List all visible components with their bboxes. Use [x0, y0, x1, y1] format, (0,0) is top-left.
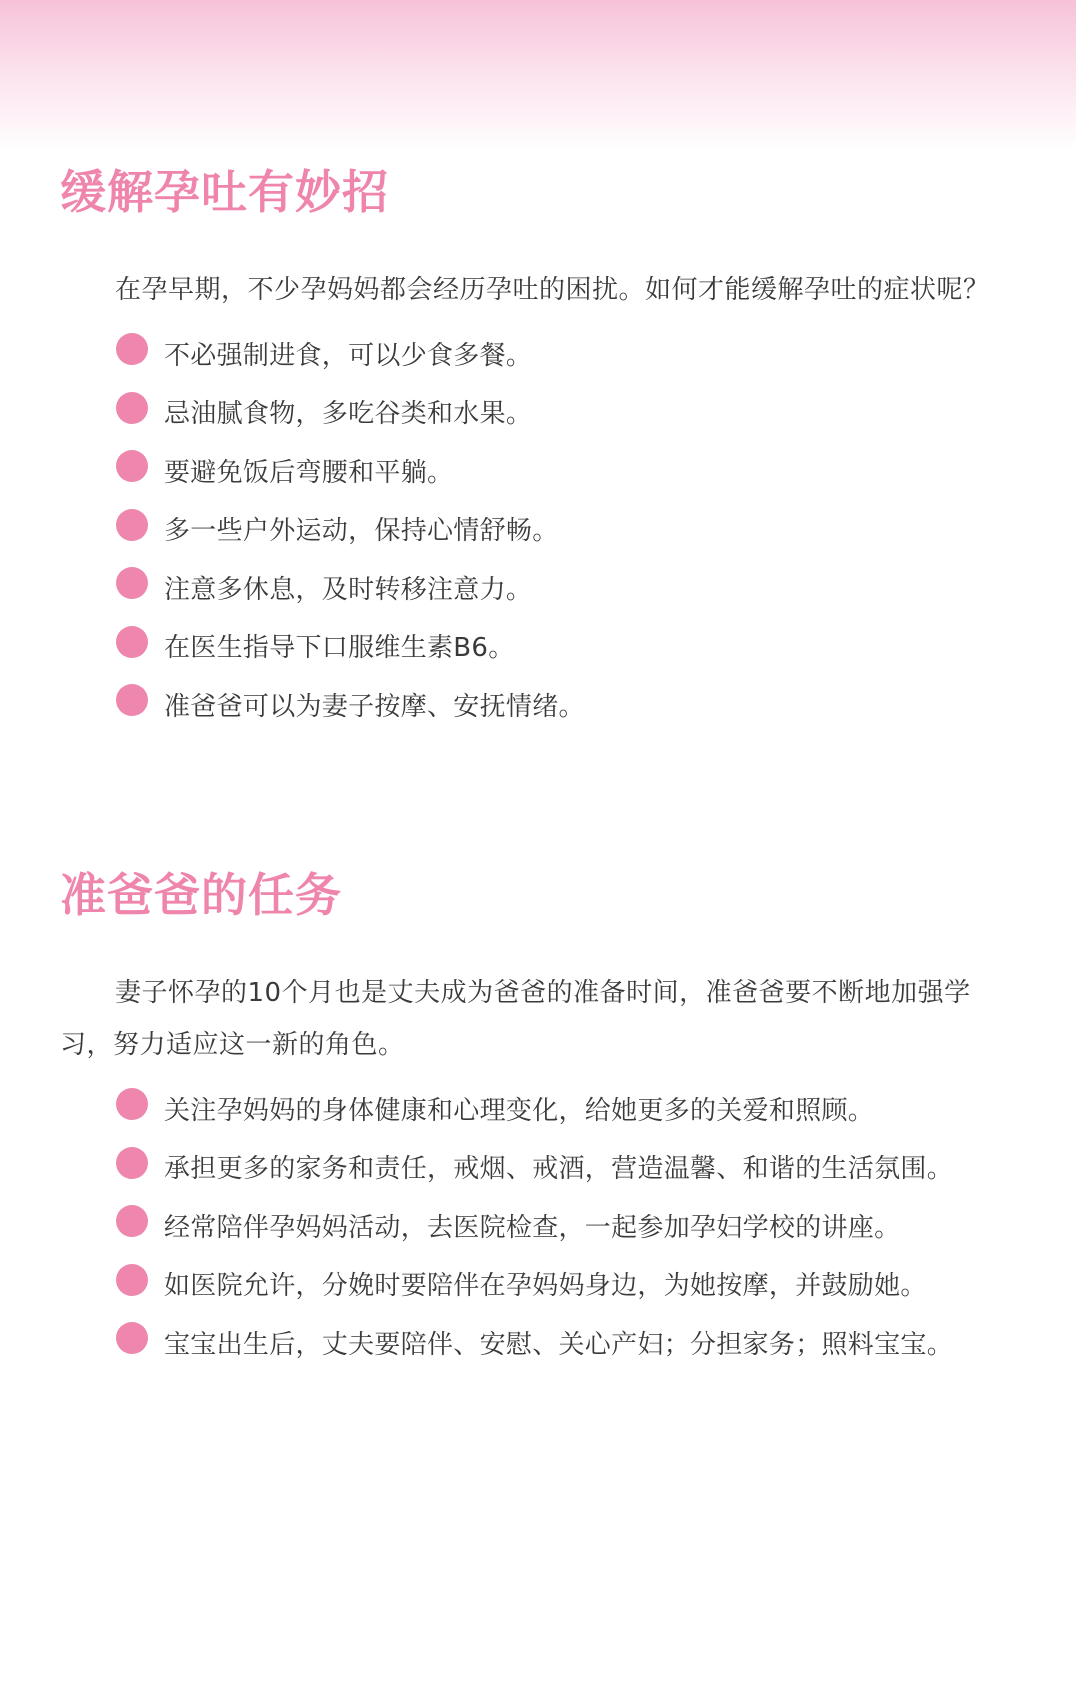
bullet-dot-icon: [116, 1264, 148, 1296]
bullet-dot-icon: [116, 626, 148, 658]
list-item: [60, 500, 1020, 559]
list-item-text: 承担更多的家务和责任，戒烟、戒酒，营造温馨、和谐的生活氛围。: [164, 1154, 954, 1185]
bullet-dot-icon: [116, 567, 148, 599]
list-item-text: 注意多休息，及时转移注意力。: [164, 574, 533, 605]
list-item: [60, 1196, 1020, 1255]
list-item: [60, 1079, 1020, 1138]
bullet-dot-icon: [116, 392, 148, 424]
bullet-list: [60, 1079, 1020, 1372]
bullet-dot-icon: [116, 1322, 148, 1354]
bullet-dot-icon: [116, 1205, 148, 1237]
bullet-dot-icon: [116, 333, 148, 365]
section-intro: 妻子怀孕的10个月也是丈夫成为爸爸的准备时间，准爸爸要不断地加强学习，努力适应这一新的角色。: [60, 978, 971, 1060]
section-heading: 准爸爸的任务: [60, 868, 342, 922]
list-item-text: 不必强制进食，可以少食多餐。: [164, 340, 533, 371]
list-item: [60, 441, 1020, 500]
list-item: [60, 1255, 1020, 1314]
section-morning-sickness: [60, 160, 1020, 734]
header-gradient-band: [0, 0, 1076, 150]
list-item-text: 如医院允许，分娩时要陪伴在孕妈妈身边，为她按摩，并鼓励她。: [164, 1271, 927, 1302]
bullet-dot-icon: [116, 684, 148, 716]
list-item-text: 宝宝出生后，丈夫要陪伴、安慰、关心产妇；分担家务；照料宝宝。: [164, 1329, 954, 1360]
section-heading: 缓解孕吐有妙招: [60, 165, 389, 219]
bullet-dot-icon: [116, 450, 148, 482]
list-item: [60, 617, 1020, 676]
section-dad-tasks: [60, 863, 1020, 1372]
list-item-text: 关注孕妈妈的身体健康和心理变化，给她更多的关爱和照顾。: [164, 1095, 875, 1126]
list-item: [60, 383, 1020, 442]
list-item-text: 忌油腻食物，多吃谷类和水果。: [164, 399, 533, 430]
list-item-text: 在医生指导下口服维生素B6。: [164, 633, 515, 664]
list-item-text: 要避免饭后弯腰和平躺。: [164, 457, 454, 488]
list-item: [60, 558, 1020, 617]
section-intro: 在孕早期，不少孕妈妈都会经历孕吐的困扰。如何才能缓解孕吐的症状呢？: [115, 275, 990, 305]
list-item-text: 多一些户外运动，保持心情舒畅。: [164, 516, 559, 547]
bullet-list: [60, 324, 1020, 734]
bullet-dot-icon: [116, 1088, 148, 1120]
list-item-text: 经常陪伴孕妈妈活动，去医院检查，一起参加孕妇学校的讲座。: [164, 1212, 901, 1243]
list-item: [60, 324, 1020, 383]
list-item: [60, 1313, 1020, 1372]
list-item: [60, 1138, 1020, 1197]
bullet-dot-icon: [116, 1147, 148, 1179]
bullet-dot-icon: [116, 509, 148, 541]
list-item-text: 准爸爸可以为妻子按摩、安抚情绪。: [164, 691, 585, 722]
list-item: [60, 675, 1020, 734]
